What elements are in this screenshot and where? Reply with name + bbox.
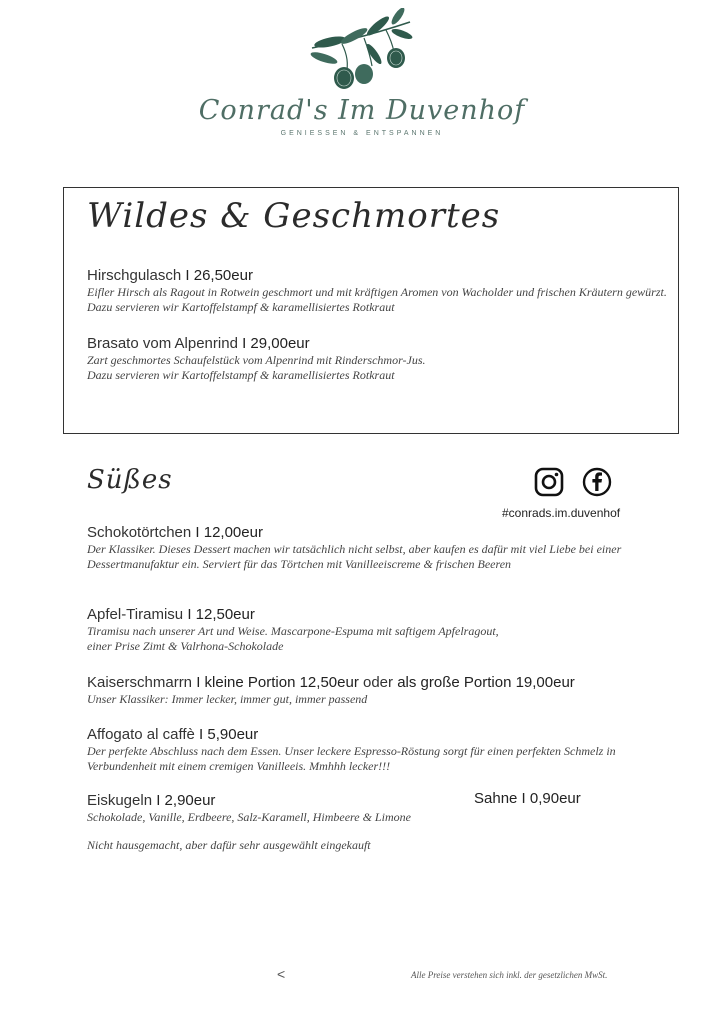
item-description: Unser Klassiker: Immer lecker, immer gut, immer passend: [87, 692, 368, 706]
item-description: Der Klassiker. Dieses Dessert machen wir tatsächlich nicht selbst, aber kaufen es dafür mit viel Liebe bei einer Dessertmanufaktur ein. Serviert für das Törtchen mit Vanilleeiscreme & frischen Beeren: [87, 542, 622, 571]
section-title-sweets: Süßes: [87, 465, 173, 495]
item-name: Schokotörtchen: [87, 524, 192, 541]
item-price: I 12,50eur: [187, 606, 255, 623]
brand-tagline: GENIESSEN & ENTSPANNEN: [280, 130, 444, 137]
menu-item: [87, 267, 687, 315]
item-price: I 29,00eur: [242, 335, 310, 352]
price-disclaimer: Alle Preise verstehen sich inkl. der gesetzlichen MwSt.: [411, 970, 608, 980]
section-title-game: Wildes & Geschmortes: [87, 196, 501, 236]
prev-page-chevron-icon[interactable]: <: [277, 966, 286, 982]
menu-item: [87, 524, 687, 572]
extra-price-cream: Sahne I 0,90eur: [474, 790, 581, 807]
item-name: Apfel-Tiramisu: [87, 606, 184, 623]
item-price-connector: oder: [362, 674, 394, 691]
item-description-line: Zart geschmortes Schaufelstück vom Alpenrind mit Rinderschmor-Jus.: [87, 353, 426, 367]
item-name: Hirschgulasch: [87, 267, 182, 284]
item-name: Affogato al caffè: [87, 726, 195, 743]
item-price: I 2,90eur: [156, 792, 216, 809]
section-note: Nicht hausgemacht, aber dafür sehr ausgewählt eingekauft: [87, 838, 371, 852]
brand-logo: [0, 8, 724, 137]
instagram-icon[interactable]: [534, 467, 564, 502]
item-description-line: Dazu servieren wir Kartoffelstampf & karamellisiertes Rotkraut: [87, 368, 395, 382]
item-description: Der perfekte Abschluss nach dem Essen. Unser leckere Espresso-Röstung sorgt für einen perfekten Schmelz in Verbundenheit mit einem cremigen Vanilleeis. Mmhhh lecker!!!: [87, 744, 616, 773]
facebook-icon[interactable]: [582, 467, 612, 502]
item-description: Eifler Hirsch als Ragout in Rotwein geschmort und mit kräftigen Aromen von Wacholder und frischen Kräutern gewürzt. Dazu servieren wir Kartoffelstampf & karamellisiertes Rotkraut: [87, 285, 667, 314]
menu-item: [87, 606, 687, 654]
item-name: Kaiserschmarrn: [87, 674, 193, 691]
menu-item: [87, 726, 687, 774]
item-description-line: Tiramisu nach unserer Art und Weise. Mascarpone-Espuma mit saftigem Apfelragout,: [87, 624, 499, 638]
menu-item: [87, 674, 687, 707]
item-description-line: einer Prise Zimt & Valrhona-Schokolade: [87, 639, 284, 653]
social-hashtag: #conrads.im.duvenhof: [502, 506, 621, 520]
item-price: I 12,00eur: [195, 524, 263, 541]
item-price: I 5,90eur: [199, 726, 259, 743]
item-description: Schokolade, Vanille, Erdbeere, Salz-Karamell, Himbeere & Limone: [87, 810, 411, 824]
brand-name: Conrad's Im Duvenhof: [198, 95, 526, 126]
item-price-large: als große Portion 19,00eur: [397, 674, 575, 691]
item-name: Eiskugeln: [87, 792, 153, 809]
item-name: Brasato vom Alpenrind: [87, 335, 238, 352]
item-price: I 26,50eur: [185, 267, 253, 284]
menu-item: [87, 792, 687, 825]
menu-item: [87, 335, 687, 383]
olive-branch-icon: [302, 8, 422, 94]
item-price-small: I kleine Portion 12,50eur: [196, 674, 359, 691]
